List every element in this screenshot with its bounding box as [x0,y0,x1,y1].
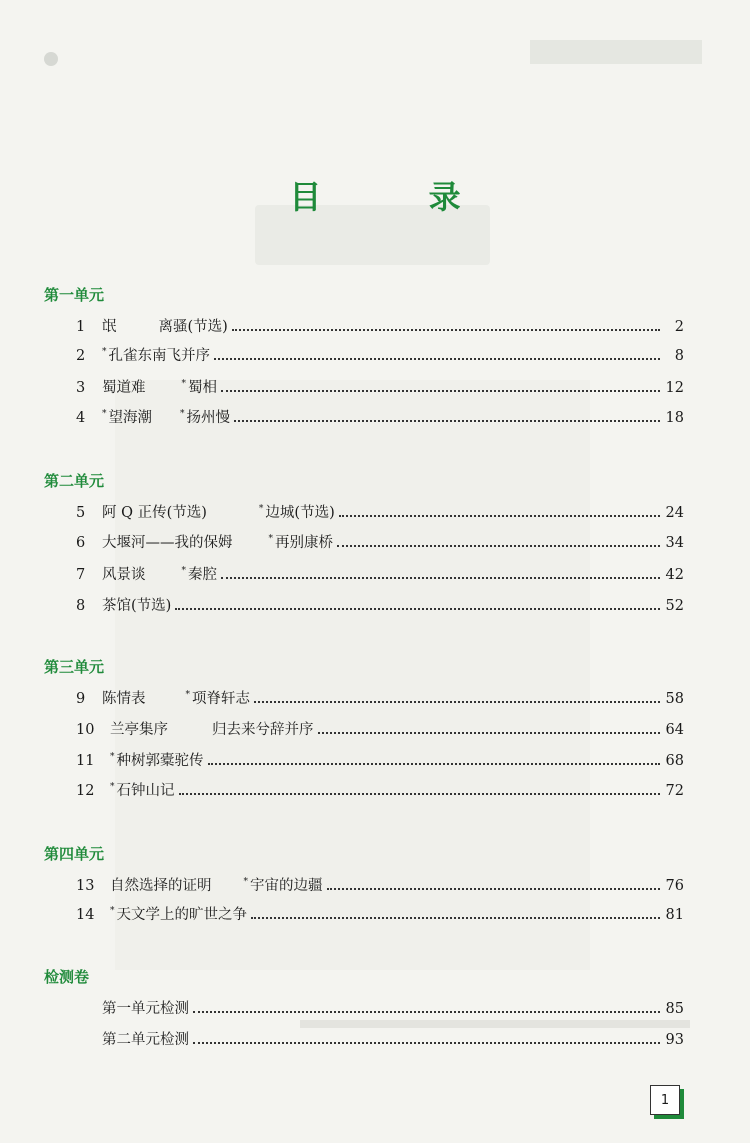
entry-page-number: 52 [665,598,684,614]
optional-reading-marker: * [110,752,115,762]
toc-entry[interactable] [76,317,684,337]
dot-leader [339,515,660,517]
toc-entry[interactable] [76,533,684,553]
entry-page-number: 42 [665,567,684,583]
dot-leader [208,763,661,765]
entry-title [110,720,314,740]
entry-title-part [259,505,335,521]
toc-entry[interactable] [76,503,684,523]
dot-leader [221,577,660,579]
entry-title-text: 蜀道难 [102,380,146,396]
entry-title-part [182,567,218,583]
optional-reading-marker: * [110,782,115,792]
entry-page-number: 76 [665,878,684,894]
entry-page-number: 85 [665,1001,684,1017]
entry-title-part [159,319,228,335]
optional-reading-marker: * [180,409,185,419]
page-title: 目 录 [289,178,509,216]
entry-title-part [110,878,212,894]
entry-title-part [102,567,146,583]
entry-page-number: 81 [665,907,684,923]
entry-title-text: 第二单元检测 [102,1032,189,1048]
entry-title-part [102,1001,189,1017]
dot-leader [232,329,660,331]
entry-number: 3 [76,380,86,396]
entry-title-text: 蜀相 [188,380,217,396]
section-heading: 第二单元 [44,472,105,490]
entry-title [102,689,250,711]
entry-title-text: 种树郭橐驼传 [116,753,204,769]
entry-number: 1 [76,319,86,335]
entry-title-part [102,535,233,551]
entry-number: 13 [76,878,95,894]
entry-title-part [269,535,334,551]
toc-entry[interactable] [76,1030,684,1050]
dot-leader [179,793,661,795]
entry-title-part [102,410,152,426]
entry-title-text: 宇宙的边疆 [250,878,323,894]
entry-title-part [102,1032,189,1048]
entry-title-part [110,722,168,738]
entry-number: 8 [76,598,86,614]
section-heading: 第一单元 [44,286,105,304]
entry-title-text: 扬州慢 [186,410,230,426]
entry-title [102,317,228,337]
entry-title-part [186,691,251,707]
optional-reading-marker: * [110,906,115,916]
entry-title [102,1030,189,1050]
entry-title-text: 氓 [102,319,117,335]
entry-page-number: 72 [665,783,684,799]
toc-entry[interactable] [76,565,684,585]
optional-reading-marker: * [258,504,264,514]
toc-entry[interactable] [76,378,684,398]
entry-title [102,565,217,587]
entry-title-part [102,598,171,614]
entry-title-text: 茶馆(节选) [102,598,172,614]
dot-leader [193,1042,660,1044]
entry-title-part [102,691,146,707]
entry-number: 9 [76,691,86,707]
toc-entry[interactable] [76,689,684,709]
dot-leader [337,545,660,547]
entry-title [102,999,189,1019]
entry-page-number: 68 [665,753,684,769]
entry-page-number: 12 [665,380,684,396]
entry-title-text: 石钟山记 [116,783,175,799]
optional-reading-marker: * [102,409,107,419]
dot-leader [318,732,661,734]
entry-title [102,503,335,525]
entry-title [102,596,171,616]
entry-title [110,905,247,927]
entry-title-text: 风景谈 [102,567,146,583]
entry-page-number: 2 [674,319,684,335]
entry-title [110,876,323,898]
optional-reading-marker: * [102,347,107,357]
entry-title-part [244,878,323,894]
entry-title-text: 阿 Q 正传(节选) [102,505,207,521]
toc-entry[interactable] [76,720,684,740]
dot-leader [193,1011,660,1013]
toc-entry[interactable] [76,751,684,771]
entry-title-text: 第一单元检测 [102,1001,189,1017]
toc-entry[interactable] [76,346,684,366]
entry-title [110,751,204,773]
entry-title-text: 再别康桥 [275,535,333,551]
show-through-header-tab [530,40,702,64]
entry-title-text: 望海潮 [108,410,152,426]
optional-reading-marker: * [181,566,186,576]
entry-title-part [110,907,247,923]
dot-leader [221,390,660,392]
entry-number: 6 [76,535,86,551]
entry-title-text: 归去来兮辞并序 [212,722,314,738]
entry-title [102,378,217,400]
entry-title-part [180,410,230,426]
entry-title-text: 离骚(节选) [158,319,228,335]
entry-title-part [102,348,210,364]
toc-entry[interactable] [76,408,684,428]
toc-entry[interactable] [76,781,684,801]
dot-leader [327,888,661,890]
section-heading: 第三单元 [44,658,105,676]
section-heading: 第四单元 [44,845,105,863]
entry-title-part [212,722,314,738]
entry-number: 11 [76,753,95,769]
optional-reading-marker: * [185,690,190,700]
entry-number: 12 [76,783,95,799]
dot-leader [175,608,660,610]
entry-page-number: 8 [674,348,684,364]
toc-entry[interactable] [76,999,684,1019]
entry-title [110,781,175,803]
optional-reading-marker: * [243,877,248,887]
entry-title-part [102,505,207,521]
optional-reading-marker: * [268,534,273,544]
entry-page-number: 58 [665,691,684,707]
entry-page-number: 64 [665,722,684,738]
optional-reading-marker: * [181,379,186,389]
entry-number: 2 [76,348,86,364]
entry-title-text: 项脊轩志 [192,691,250,707]
toc-entry[interactable] [76,905,684,925]
entry-number: 14 [76,907,95,923]
entry-title [102,408,230,430]
entry-number: 5 [76,505,86,521]
entry-title-text: 大堰河——我的保姆 [102,535,233,551]
entry-title-text: 自然选择的证明 [110,878,212,894]
entry-title-text: 秦腔 [188,567,217,583]
entry-number: 10 [76,722,95,738]
entry-title-part [182,380,218,396]
show-through-dot [44,52,58,66]
entry-number: 7 [76,567,86,583]
show-through-bar [300,1020,690,1028]
entry-title [102,533,333,555]
toc-entry[interactable] [76,876,684,896]
entry-page-number: 34 [665,535,684,551]
dot-leader [254,701,660,703]
entry-title-text: 孔雀东南飞并序 [108,348,210,364]
page-number-badge: 1 [650,1085,680,1115]
entry-page-number: 18 [665,410,684,426]
entry-title-text: 兰亭集序 [110,722,168,738]
dot-leader [251,917,660,919]
section-heading: 检测卷 [44,968,90,986]
entry-page-number: 93 [665,1032,684,1048]
dot-leader [234,420,660,422]
toc-entry[interactable] [76,596,684,616]
entry-title-text: 边城(节选) [265,505,335,521]
dot-leader [214,358,660,360]
entry-title [102,346,210,368]
entry-page-number: 24 [665,505,684,521]
entry-title-part [110,783,175,799]
entry-title-text: 陈情表 [102,691,146,707]
entry-title-text: 天文学上的旷世之争 [116,907,247,923]
entry-title-part [102,319,117,335]
entry-title-part [110,753,204,769]
entry-title-part [102,380,146,396]
entry-number: 4 [76,410,86,426]
